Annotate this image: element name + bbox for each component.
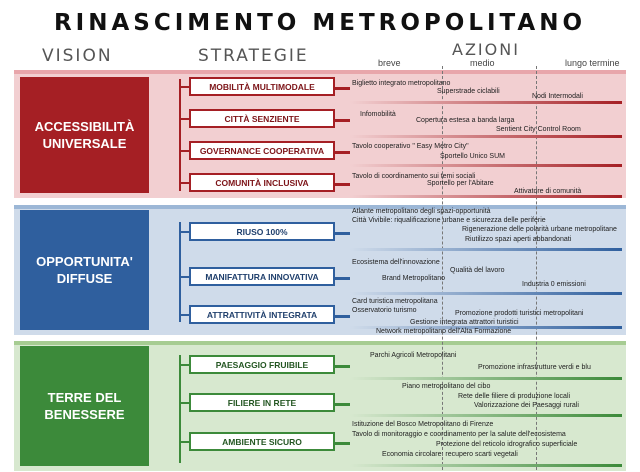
action-item: Card turistica metropolitana <box>352 298 438 305</box>
action-item: Superstrade ciclabili <box>437 88 500 95</box>
action-item: Tavolo cooperativo " Easy Metro City" <box>352 143 469 150</box>
vision-accessibilita: ACCESSIBILITÀ UNIVERSALE <box>20 77 149 193</box>
action-item: Industria 0 emissioni <box>522 281 586 288</box>
action-item: Parchi Agricoli Metropolitani <box>370 352 457 359</box>
timeline-bar <box>350 377 622 380</box>
connector-line <box>335 151 350 154</box>
action-item: Network metropolitano dell'Alta Formazione <box>376 328 512 335</box>
connector-line <box>335 442 350 445</box>
action-item: Sportello per l'Abitare <box>427 180 494 187</box>
action-item: Promozione infrastrutture verdi e blu <box>478 364 591 371</box>
action-item: Economia circolare: recupero scarti vegetali <box>382 451 518 458</box>
bracket-tick <box>179 402 189 404</box>
term-breve: breve <box>378 58 401 68</box>
action-item: Rete delle filiere di produzione locali <box>458 393 571 400</box>
timeline-bar <box>350 414 622 417</box>
action-item: Nodi Intermodali <box>532 93 583 100</box>
vision-header: VISION <box>42 46 113 66</box>
connector-line <box>335 403 350 406</box>
strategy-governance: GOVERNANCE COOPERATIVA <box>189 141 335 160</box>
action-item: Città Vivibile: riqualificazione urbane e sicurezza delle periferie <box>352 217 546 224</box>
bracket-tick <box>179 231 189 233</box>
action-item: Protezione del reticolo idrografico superficiale <box>436 441 578 448</box>
connector-line <box>335 277 350 280</box>
action-item: Tavolo di monitoraggio e coordinamento per la salute dell'ecosistema <box>352 431 566 438</box>
bracket-tick <box>179 314 189 316</box>
action-item: Copertura estesa a banda larga <box>416 117 515 124</box>
action-item: Qualità del lavoro <box>450 267 505 274</box>
action-item: Valorizzazione dei Paesaggi rurali <box>474 402 579 409</box>
timeline-bar <box>350 164 622 167</box>
action-item: Biglietto integrato metropolitano <box>352 80 451 87</box>
action-item: Gestione integrata attrattori turistici <box>410 319 519 326</box>
action-item: Sportello Unico SUM <box>440 153 505 160</box>
connector-line <box>335 87 350 90</box>
timeline-bar <box>350 292 622 295</box>
bracket-tick <box>179 118 189 120</box>
action-item: Tavolo di coordinamento sui temi sociali <box>352 173 476 180</box>
page-title: RINASCIMENTO METROPOLITANO <box>53 10 587 36</box>
azioni-header: AZIONI <box>452 40 520 59</box>
action-item: Atlante metropolitano degli spazi-opportunità <box>352 208 491 215</box>
bracket-tick <box>179 150 189 152</box>
strategy-riuso: RIUSO 100% <box>189 222 335 241</box>
connector-line <box>335 183 350 186</box>
strategy-manifattura: MANIFATTURA INNOVATIVA <box>189 267 335 286</box>
connector-line <box>335 365 350 368</box>
action-item: Riutilizzo spazi aperti abbandonati <box>465 236 572 243</box>
action-item: Rigenerazione delle polarità urbane metropolitane <box>462 226 617 233</box>
action-item: Brand Metropolitano <box>382 275 446 282</box>
strategie-header: STRATEGIE <box>198 46 309 66</box>
action-item: Infomobilità <box>360 111 396 118</box>
timeline-bar <box>350 248 622 251</box>
bracket-tick <box>179 364 189 366</box>
bracket-accessibilita <box>179 79 187 191</box>
bracket-tick <box>179 276 189 278</box>
bracket-tick <box>179 182 189 184</box>
bracket-benessere <box>179 355 187 463</box>
connector-line <box>335 232 350 235</box>
connector-line <box>335 315 350 318</box>
divider-breve-medio <box>442 66 443 470</box>
strategy-attrattivita: ATTRATTIVITÀ INTEGRATA <box>189 305 335 324</box>
timeline-bar <box>350 464 622 467</box>
action-item: Ecosistema dell'innovazione <box>352 259 440 266</box>
term-lungo: lungo termine <box>565 58 620 68</box>
bracket-tick <box>179 441 189 443</box>
strategy-filiere: FILIERE IN RETE <box>189 393 335 412</box>
action-item: Sentient City Control Room <box>496 126 581 133</box>
timeline-bar <box>350 135 622 138</box>
term-medio: medio <box>470 58 495 68</box>
bracket-tick <box>179 86 189 88</box>
bracket-opportunita <box>179 222 187 322</box>
timeline-bar <box>350 101 622 104</box>
strategy-comunita: COMUNITÀ INCLUSIVA <box>189 173 335 192</box>
action-item: Istituzione del Bosco Metropolitano di Firenze <box>352 421 494 428</box>
action-item: Piano metropolitano del cibo <box>402 383 491 390</box>
action-item: Attivatore di comunità <box>514 188 582 195</box>
vision-opportunita: OPPORTUNITA' DIFFUSE <box>20 210 149 330</box>
strategy-citta-senziente: CITTÀ SENZIENTE <box>189 109 335 128</box>
strategy-paesaggio: PAESAGGIO FRUIBILE <box>189 355 335 374</box>
vision-benessere: TERRE DEL BENESSERE <box>20 346 149 466</box>
action-item: Osservatorio turismo <box>352 307 417 314</box>
action-item: Promozione prodotti turistici metropolitani <box>455 310 584 317</box>
strategy-ambiente: AMBIENTE SICURO <box>189 432 335 451</box>
strategy-mobilita: MOBILITÀ MULTIMODALE <box>189 77 335 96</box>
connector-line <box>335 119 350 122</box>
